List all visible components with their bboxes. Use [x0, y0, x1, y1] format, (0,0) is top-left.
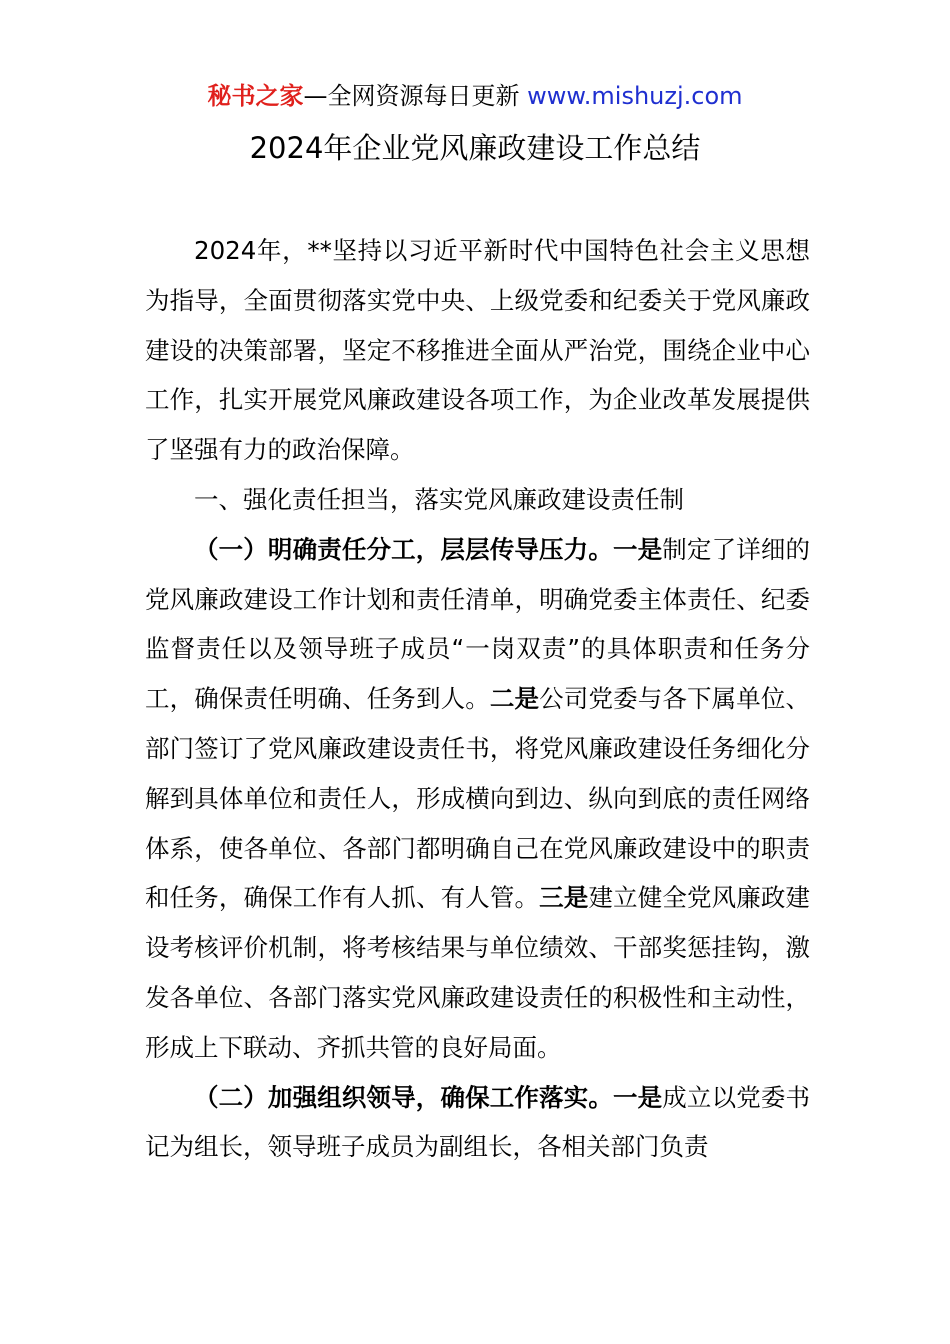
subsection-1-paragraph — [145, 525, 810, 1073]
banner-tagline: —全网资源每日更新 — [303, 82, 520, 110]
document-body — [145, 226, 810, 1172]
subsection-heading-1: （一）明确责任分工，层层传导压力。 — [194, 534, 613, 564]
point-text: 制定了详细的党风廉政建设工作计划和责任清单，明确党委主体责任、纪委监督责任以及领导班子成员“一岗双责”的具体职责和任务分工，确保责任明确、任务到人。 — [145, 534, 811, 714]
point-text: 建立健全党风廉政建设考核评价机制，将考核结果与单位绩效、干部奖惩挂钩，激发各单位、各部门落实党风廉政建设责任的积极性和主动性，形成上下联动、齐抓共管的良好局面。 — [145, 883, 811, 1062]
point-label: 三是 — [539, 883, 589, 913]
brand-name: 秘书之家 — [207, 82, 304, 110]
point-label: 一是 — [612, 1082, 663, 1112]
subsection-heading-2: （二）加强组织领导，确保工作落实。 — [194, 1082, 613, 1112]
point-text: 公司党委与各下属单位、部门签订了党风廉政建设责任书，将党风廉政建设任务细化分解到具体单位和责任人，形成横向到边、纵向到底的责任网络体系，使各单位、各部门都明确自己在党风廉政建设中的职责和任务，确保工作有人抓、有人管。 — [145, 684, 811, 913]
point-label: 二是 — [489, 684, 540, 714]
site-banner — [0, 80, 950, 112]
point-label: 一是 — [612, 534, 663, 564]
section-heading-1: 一、强化责任担当，落实党风廉政建设责任制 — [194, 484, 684, 514]
site-url-link[interactable]: www.mishuzj.com — [527, 82, 743, 110]
intro-paragraph: 2024年，**坚持以习近平新时代中国特色社会主义思想为指导，全面贯彻落实党中央、上级党委和纪委关于党风廉政建设的决策部署，坚定不移推进全面从严治党，围绕企业中心工作，扎实开展党风廉政建设各项工作，为企业改革发展提供了坚强有力的政治保障。 — [145, 236, 810, 465]
document-title: 2024年企业党风廉政建设工作总结 — [249, 131, 701, 165]
point-text: 成立以党委书记为组长，领导班子成员为副组长，各相关部门负责 — [145, 1082, 811, 1162]
subsection-2-paragraph — [145, 1073, 810, 1173]
